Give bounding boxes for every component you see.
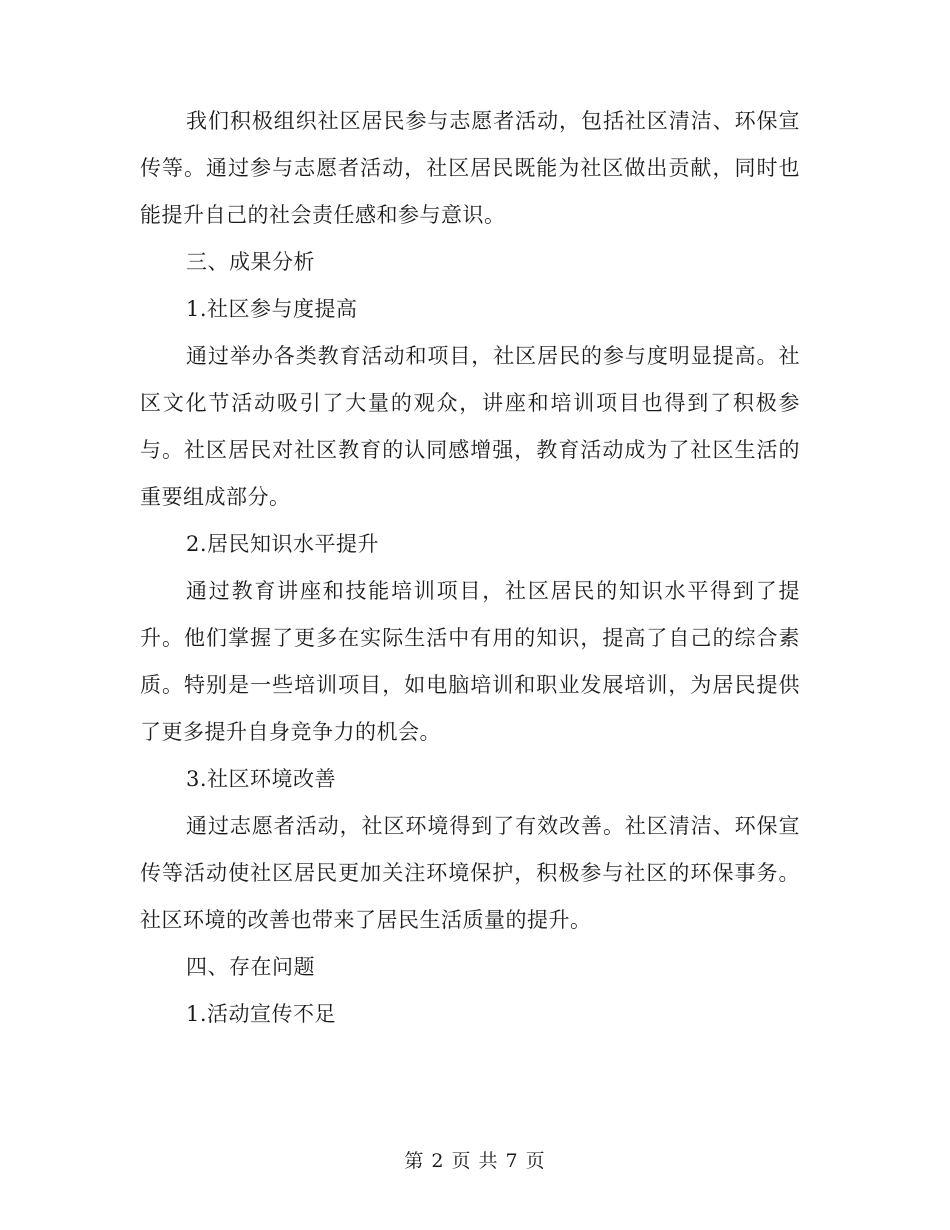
paragraph-participation: 通过举办各类教育活动和项目，社区居民的参与度明显提高。社区文化节活动吸引了大量的观众，讲座和培训项目也得到了积极参与。社区居民对社区教育的认同感增强，教育活动成为了社区生活的重要组成部分。 — [140, 344, 800, 509]
section-heading-problems: 四、存在问题 — [186, 955, 315, 979]
document-body — [140, 98, 800, 1038]
paragraph-knowledge: 通过教育讲座和技能培训项目，社区居民的知识水平得到了提升。他们掌握了更多在实际生活中有用的知识，提高了自己的综合素质。特别是一些培训项目，如电脑培训和职业发展培训，为居民提供了更多提升自身竞争力的机会。 — [140, 579, 800, 744]
section-heading-results-analysis: 三、成果分析 — [186, 250, 315, 274]
subheading-environment: 3.社区环境改善 — [186, 767, 337, 791]
subheading-participation: 1.社区参与度提高 — [186, 297, 358, 321]
page-number-footer: 第 2 页 共 7 页 — [404, 1150, 546, 1172]
subheading-knowledge: 2.居民知识水平提升 — [186, 532, 380, 556]
subheading-publicity: 1.活动宣传不足 — [186, 1002, 337, 1026]
paragraph-volunteer-activities: 我们积极组织社区居民参与志愿者活动，包括社区清洁、环保宣传等。通过参与志愿者活动，社区居民既能为社区做出贡献，同时也能提升自己的社会责任感和参与意识。 — [140, 109, 800, 227]
paragraph-environment: 通过志愿者活动，社区环境得到了有效改善。社区清洁、环保宣传等活动使社区居民更加关注环境保护，积极参与社区的环保事务。社区环境的改善也带来了居民生活质量的提升。 — [140, 814, 800, 932]
